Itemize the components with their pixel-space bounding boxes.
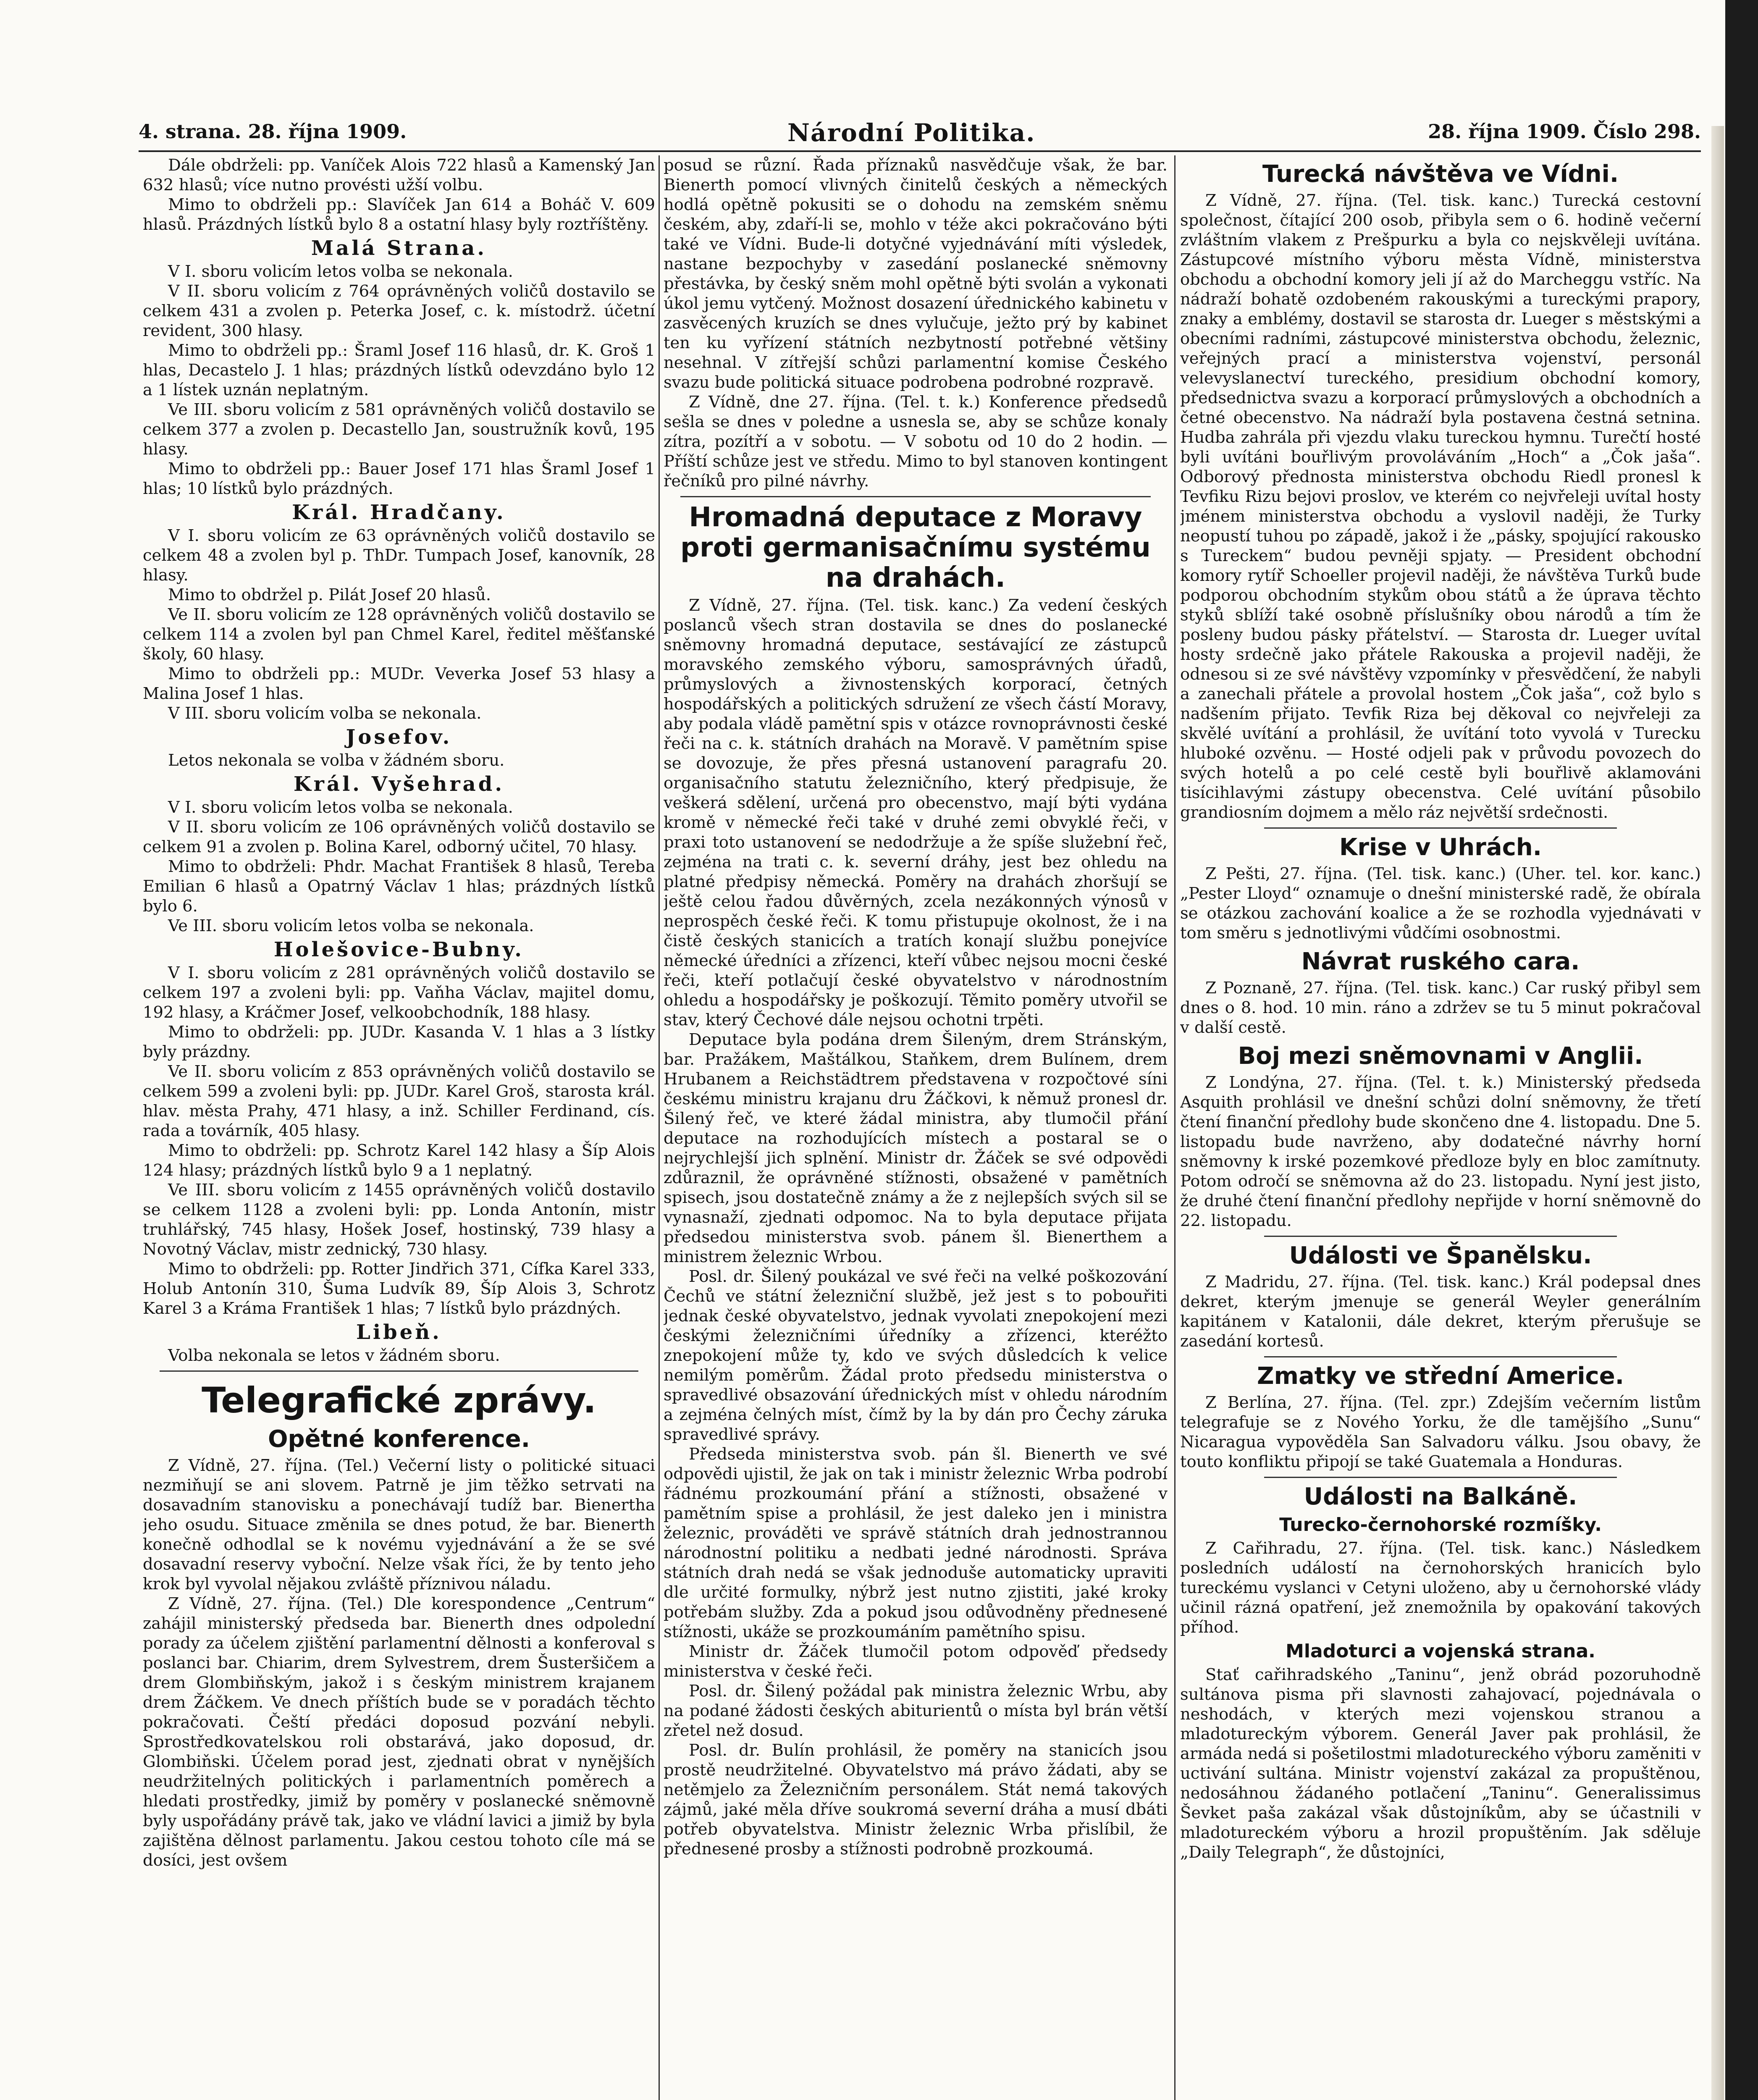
header-page-date: 4. strana. 28. října 1909. (139, 120, 407, 143)
section-heading: Libeň. (356, 1320, 442, 1344)
article-paragraph: Z Poznaně, 27. října. (Tel. tisk. kanc.) Car ruský přibyl sem dnes o 8. hod. 10 min. ráno a zdržev se tu 5 minut pokračoval v další cestě. (1180, 979, 1701, 1037)
article-paragraph: Mimo to obdrželi: pp. JUDr. Kasanda V. 1 hlas a 3 lístky byly prázdny. (143, 1023, 655, 1061)
article-paragraph: V I. sboru volicím letos volba se nekonala. (168, 262, 513, 281)
column-divider-1 (659, 155, 660, 2100)
article-paragraph: Mimo to obdrželi pp.: Slavíček Jan 614 a Boháč V. 609 hlasů. Prázdných lístků bylo 8 a ostatní hlasy byly roztříštěny. (143, 195, 655, 234)
section-heading: Malá Strana. (311, 236, 487, 260)
section-divider (1264, 1477, 1617, 1478)
article-paragraph: Ve II. sboru volicím ze 128 oprávněných voličů dostavilo se celkem 114 a zvolen byl pan Chmel Karel, ředitel měšťanské školy, 60 hlasy. (143, 605, 655, 664)
article-paragraph: Předseda ministerstva svob. pán šl. Bienerth ve své odpovědi ujistil, že jak on tak i ministr železnic Wrba podrobí řádnému prozkoumání přání a stížnosti, obsažené v pamětním spise a prohlásil, že jest daleko jen i ministra železnic, prováděti ve správě státních drah jednostrannou národnostní politiku a nedbati jedné národnosti. Správa státních drah nedá se však jednoduše automaticky upraviti dle určité formulky, nýbrž jest nutno zjistiti, jaké kroky potřebám služby. Zda a pokud jsou odůvodněny přednesené stížnosti, ukáže se prozkoumáním pamětního spisu. (664, 1445, 1168, 1641)
header-rule (139, 150, 1701, 152)
section-divider (1264, 1356, 1617, 1357)
article-headline: Turecká návštěva ve Vídni. (1262, 160, 1619, 188)
article-paragraph: Deputace byla podána drem Šileným, drem Stránským, bar. Pražákem, Maštálkou, Staňkem, drem Bulínem, drem Hrubanem a Reichstädtrem představena v rozpočtové síni českému ministru krajanu dru Žáčkovi, k němuž pronesl dr. Šilený řeč, ve které žádal ministra, aby tlumočil přání deputace na rozhodujících místech a postaral se o nejrychlejší jich splnění. Ministr dr. Žáček se své odpovědi zdůraznil, že oprávněné stížnosti, obsažené v pamětních spisech, jsou dostatečně známy a že z nejlepších svých sil se vynasnaží, zjednati odpomoc. Na to byla deputace přijata předsedou ministerstva svob. pánem šl. Bienerthem a ministrem železnic Wrbou. (664, 1030, 1168, 1266)
article-paragraph: Z Vídně, 27. října. (Tel. tisk. kanc.) Za vedení českých poslanců všech stran dostavila se dnes do poslanecké sněmovny hromadná deputace, sestávající ze zástupců moravského zemského výboru, samosprávných úřadů, průmyslových a živnostenských korporací, četných hospodářských a politických sdružení ze všech částí Moravy, aby podala vládě pamětní spis v otázce rovnoprávnosti české řeči na c. k. státních drahách na Moravě. V pamětním spise se dovozuje, že přes přesná ustanovení paragrafu 20. organisačního statutu železničního, který předpisuje, že veškerá sdělení, určená pro obecenstvo, mají býti vydána kromě v německé řeči také v druhé zemi obvyklé řeči, v praxi toto ustanovení se nedodržuje a že spíše služební řeč, zejména na trati c. k. severní dráhy, jest bez ohledu na platné předpisy německá. Poměry na drahách zhoršují se ještě celou řadou důvěrných, zcela nezákonných výnosů v neprospěch české řeči. K tomu přistupuje okolnost, že i na čistě českých stanicích a tratích konají službu ponejvíce německé úředníci a zřízenci, kteří vůbec nejsou mocni české řeči, kteří potlačují české obyvatelstvo v národnostním ohledu a hospodářsky je poškozují. Těmito poměry utvořil se stav, který Čechové dále nejsou ochotni trpěti. (664, 596, 1168, 1029)
section-heading: Král. Vyšehrad. (293, 772, 505, 796)
article-paragraph: V I. sboru volicím ze 63 oprávněných voličů dostavilo se celkem 48 a zvolen byl p. ThDr. Tumpach Josef, kanovník, 28 hlasy. (143, 526, 655, 585)
page-header (139, 118, 1701, 148)
section-divider (1264, 1236, 1617, 1237)
scan-edge-right (1725, 0, 1758, 2100)
article-paragraph: V III. sboru volicím volba se nekonala. (168, 704, 482, 723)
article-paragraph: Mimo to obdrželi pp.: MUDr. Veverka Josef 53 hlasy a Malina Josef 1 hlas. (143, 664, 655, 703)
article-paragraph: V II. sboru volicím z 764 oprávněných voličů dostavilo se celkem 431 a zvolen p. Peterka Josef, c. k. místodrž. účetní revident, 300 hlasy. (143, 282, 655, 340)
article-paragraph: Mimo to obdrželi: pp. Schrotz Karel 142 hlasy a Šíp Alois 124 hlasy; prázdných lístků bylo 9 a 1 neplatný. (143, 1141, 655, 1180)
article-paragraph: Ve III. sboru volicím letos volba se nekonala. (168, 916, 534, 935)
article-paragraph: Mimo to obdrželi pp.: Bauer Josef 171 hlas Šraml Josef 1 hlas; 10 lístků bylo prázdných. (143, 459, 655, 498)
article-paragraph: Stať cařihradského „Taninu“, jenž obrád pozoruhodně sultánova pisma při slavnosti zahajovací, pojednávala o neshodách, v kterých mezi vojenskou stranou a mladotureckým výborem. Generál Javer pak prohlásil, že armáda nedá si pošetilostmi mladotureckého výboru zaměniti v uctivání sultána. Ministr vojenství zakázal za propuštěnou, nedosáhnou žádaného potlačení „Taninu“. Generalissimus Ševket paša zakázal však důstojníkům, aby se účastnili v mladotureckém výboru a hrozil propuštěním. Jak sděluje „Daily Telegraph“, že důstojníci, (1180, 1665, 1701, 1862)
article-paragraph: Letos nekonala se volba v žádném sboru. (168, 751, 505, 770)
article-paragraph: Mimo to obdrželi: pp. Rotter Jindřich 371, Cífka Karel 333, Holub Antonín 310, Šuma Ludvík 89, Šíp Alois 3, Schrotz Karel 3 a Kráma František 1 hlas; 7 lístků bylo prázdných. (143, 1260, 655, 1318)
article-paragraph: Ve III. sboru volicím z 581 oprávněných voličů dostavilo se celkem 377 a zvolen p. Decastello Jan, soustružník kovů, 195 hlasy. (143, 400, 655, 459)
article-headline: Hromadná deputace z Moravy proti germanisačnímu systému na drahách. (680, 502, 1151, 593)
article-paragraph: Z Londýna, 27. října. (Tel. t. k.) Ministerský předseda Asquith prohlásil ve dnešní schůzi dolní sněmovny, že třetí čtení finanční předlohy bude skončeno dne 4. listopadu. Dne 5. listopadu bude navrženo, aby dodatečné návrhy horní sněmovny k irské pozemkové předloze byly en bloc zamítnuty. Potom odročí se sněmovna až do 23. listopadu. Nyní jest jisto, že druhé čtení finanční předlohy nepřijde v horní sněmovně do 22. listopadu. (1180, 1073, 1701, 1230)
article-headline: Události na Balkáně. (1304, 1483, 1577, 1510)
article-headline: Boj mezi sněmovnami v Anglii. (1238, 1042, 1643, 1070)
article-headline: Zmatky ve střední Americe. (1257, 1362, 1624, 1390)
article-paragraph: Ministr dr. Žáček tlumočil potom odpověď předsedy ministerstva v české řeči. (664, 1642, 1168, 1681)
column-1 (143, 155, 655, 2100)
article-paragraph: Z Cařihradu, 27. října. (Tel. tisk. kanc.) Následkem posledních událostí na černohorských hranicích bylo tureckému vyslanci v Cetyni uloženo, aby u černohorské vlády učinil rázná opatření, jež znemožnila by opakování takových příhod. (1180, 1539, 1701, 1637)
section-heading: Josefov. (346, 725, 452, 749)
article-paragraph: Posl. dr. Šilený poukázal ve své řeči na velké poškozování Čechů ve státní železniční službě, jež jest s to pobouřiti jednak české obyvatelstvo, jednak vyvolati znepokojení mezi českými železničními úředníky a zřízenci, kteréžto znepokojení může ty, kdo ve svých důsledcích k velice nemilým poměrům. Žádal proto předsedu ministerstva o spravedlivé obsazování úřednických míst v ohledu národním a zejména čelných míst, čímž by la by dán pro Čechy zárukа spravedlivé správy. (664, 1267, 1168, 1444)
section-heading: Král. Hradčany. (292, 501, 506, 524)
article-paragraph: V II. sboru volicím ze 106 oprávněných voličů dostavilo se celkem 91 a zvolen p. Bolina Karel, odborný učitel, 70 hlasy. (143, 818, 655, 856)
adjacent-page-sliver (1711, 126, 1724, 2100)
column-3 (1180, 155, 1701, 2100)
article-paragraph: Z Berlína, 27. října. (Tel. zpr.) Zdejším večerním listům telegrafuje se z Nového Yorku, že dle tamějšího „Sunu“ Nicaragua vypověděla San Salvadoru válku. Jsou obavy, že touto konfliktu připojí se také Guatemala a Honduras. (1180, 1393, 1701, 1471)
article-paragraph: Posl. dr. Šilený požádal pak ministra železnic Wrbu, aby na podané žádosti českých abiturientů o místa byl brán větší zřetel než dosud. (664, 1682, 1168, 1740)
article-subheadline: Mladoturci a vojenská strana. (1286, 1641, 1595, 1662)
section-divider (160, 1370, 638, 1372)
article-headline: Krise v Uhrách. (1339, 834, 1542, 861)
article-paragraph: Z Vídně, 27. října. (Tel.) Večerní listy o politické situaci nezmiňují se ani slovem. Patrně je jim těžko setrvati na dosavadním stanovisku a ponechávají tudíž bar. Bienertha jeho osudu. Situace změnila se dnes potud, že bar. Bienerth konečně odhodlal se k novému vyjednávání a že se své dosavadní reservy vyboční. Nelze však říci, že by tento jeho krok byl vyvolal nějakou zvláště příznivou náladu. (143, 1456, 655, 1593)
article-headline: Opětné konference. (268, 1425, 530, 1453)
column-2 (664, 155, 1168, 2100)
article-paragraph: Posl. dr. Bulín prohlásil, že poměry na stanicích jsou prostě neudržitelné. Obyvatelstvo má právo žádati, aby se netěmjelo za Železničním personálem. Stát nemá takových zájmů, jaké měla dříve soukromá severní dráha a musí dbáti potřeb obyvatelstva. Ministr železnic Wrba přislíbil, že přednesené prosby a stížnosti podrobně prozkoumá. (664, 1741, 1168, 1858)
article-paragraph: Dále obdrželi: pp. Vaníček Alois 722 hlasů a Kamenský Jan 632 hlasů; více nutno provésti užší volbu. (143, 156, 655, 194)
article-paragraph: Z Vídně, 27. října. (Tel.) Dle korespondence „Centrum“ zahájil ministerský předseda bar. Bienerth dnes odpolední porady za účelem zjištění parlamentní dělnosti a konferoval s poslanci bar. Chiarim, drem Sylvestrem, drem Šusteršičem a drem Glombiňským, jakož i s českým ministrem krajanem drem Žáčkem. Ve dnech příštích bude se v poradách těchto pokračovati. Čeští předáci doposud pozvání nebyli. Sprostředkovatelskou roli obstarává, jako doposud, dr. Glombiňski. Účelem porad jest, zjednati obrat v nynějších neudržitelných politických i parlamentních poměrech a hledati prostředky, jimiž by poměry v poslanecké sněmovně byly uspořádány právě tak, jako ve vládní lavici a jimiž by byla zajištěna dělnost parlamentu. Jakou cestou tohoto cíle má se dosíci, jest ovšem (143, 1594, 655, 1870)
article-paragraph: Ve II. sboru volicím z 853 oprávněných voličů dostavilo se celkem 599 a zvoleni byli: pp. JUDr. Karel Groš, starosta král. hlav. města Prahy, 471 hlasy, a inž. Schiller Ferdinand, cís. rada a továrník, 405 hlasy. (143, 1062, 655, 1140)
section-divider (1264, 827, 1617, 829)
article-paragraph: Mimo to obdrželi pp.: Šraml Josef 116 hlasů, dr. K. Groš 1 hlas, Decastelo J. 1 hlas; prázdných lístků odevzdáno bylo 12 a 1 lístek uznán neplatným. (143, 341, 655, 399)
section-title-telegrafické-zprávy: Telegrafické zprávy. (202, 1380, 596, 1421)
article-paragraph: Ve III. sboru volicím z 1455 oprávněných voličů dostavilo se celkem 1128 a zvoleni byli: pp. Londa Antonín, mistr truhlářský, 745 hlasy, Hošek Josef, hostinský, 739 hlasy a Novotný Václav, mistr zednický, 730 hlasy. (143, 1181, 655, 1259)
article-paragraph: posud se různí. Řada příznaků nasvědčuje však, že bar. Bienerth pomocí vlivných činitelů českých a německých hodlá opětně pokusiti se o dohodu na zemském sněmu českém, aby, zdaří-li se, mohlo v téže akci pokračováno býti také ve Vídni. Bude-li dotyčné vyjednávání míti výsledek, nastane bezpochyby v zasedání poslanecké sněmovny přestávka, by český sněm mohl opětně býti svolán a vykonati úkol jemu vytčený. Možnost dosazení úřednického kabinetu v zasvěcených kruzích se dnes vylučuje, ježto prý by kabinet ten ku vyřízení státních nezbytností potřebné většiny nesehnal. V zítřejší schůzi parlamentní komise Českého svazu bude politická situace podrobena podrobné rozpravě. (664, 156, 1168, 392)
section-heading: Holešovice-Bubny. (273, 938, 524, 961)
article-paragraph: Z Madridu, 27. října. (Tel. tisk. kanc.) Král podepsal dnes dekret, kterým jmenuje se generál Weyler generálním kapitánem v Katalonii, dále dekret, kterým přerušuje se zasedání kortesů. (1180, 1273, 1701, 1351)
article-headline: Návrat ruského cara. (1301, 948, 1580, 975)
section-divider (680, 496, 1151, 497)
article-paragraph: V I. sboru volicím letos volba se nekonala. (168, 798, 513, 817)
article-paragraph: Mimo to obdržel p. Pilát Josef 20 hlasů. (168, 585, 491, 604)
article-headline: Události ve Španělsku. (1289, 1242, 1592, 1269)
header-issue: 28. října 1909. Číslo 298. (1428, 120, 1701, 143)
header-masthead: Národní Politika. (787, 118, 1036, 147)
article-paragraph: V I. sboru volicím z 281 oprávněných voličů dostavilo se celkem 197 a zvoleni byli: pp. Vaňha Václav, majitel domu, 192 hlasy, a Kráčmer Josef, velkoobchodník, 188 hlasy. (143, 963, 655, 1022)
column-divider-2 (1174, 155, 1175, 2100)
article-paragraph: Z Vídně, 27. října. (Tel. tisk. kanc.) Turecká cestovní společnost, čítající 200 osob, přibyla sem o 6. hodině večerní zvláštním vlakem z Prešpurku a byla co nejskvěleji uvítána. Zástupcové místního výboru města Vídně, ministerstva obchodu a obchodní komory jeli jí až do Marcheggu vstříc. Na nádraží bohatě ozdobeném rakouskými a tureckými prapory, znaky a emblémy, dostavil se starosta dr. Lueger s městskými a obecními radními, zástupcové ministerstva obchodu, železnic, veřejných prací a ministerstva vojenství, personál velevyslanectví tureckého, presidium obchodní komory, předsednictva svazu a korporací průmyslových a obchodních a četné obecenstvo. Na nádraží byla postavena čestná setnina. Hudba zahrála při vjezdu vlaku tureckou hymnu. Turečtí hosté byli uvítáni bouřlivým provoláváním „Hoch“ a „Čok jaša“. Odborový přednosta ministerstva obchodu Riedl pronesl k Tevfiku Rizu bejovi proslov, ve kterém co nejvřeleji uvítal hosty jménem ministerstva obchodu a vyslovil naději, že Turky neopustí tuhou po západě, jakož i že „pásky, spojující rakousko s Tureckem“ budou pevněji spjaty. — President obchodní komory rytíř Schoeller projevil naději, že návštěva Turků bude podporou obchodním stykům obou států a že úprava těchto styků sblíží také osobně příslušníky obou národů a tím že posleny budou pásky přátelství. — Starosta dr. Lueger uvítal hosty srdečně jako přátele Rakouska a projevil naději, že odnesou si ze své návštěvy vzpomínky v přesvědčení, že nabyli a zanechali přátele a provolal hostem „Čok jaša“, což bylo s nadšením přijato. Tevfik Riza bej děkoval co nejvřeleji za skvělé uvítání a prohlásil, že uvítání toto vyvolá v Turecku hluboké ozvěnu. — Hosté odjeli pak v průvodu povozech do svých hotelů a po celé cestě byli bouřlivě aklamováni tisícihlavými zástupy obecenstva. Celé uvítání působilo grandiosním dojmem a mělo ráz největší srdečnosti. (1180, 191, 1701, 822)
article-paragraph: Z Pešti, 27. října. (Tel. tisk. kanc.) (Uher. tel. kor. kanc.) „Pester Lloyd“ oznamuje o dnešní ministerské radě, že obírala se otázkou zachování koalice a že se rozhodla vyjednávati v tom směru s jednotlivými vůdčími osobnostmi. (1180, 864, 1701, 942)
article-paragraph: Volba nekonala se letos v žádném sboru. (168, 1346, 500, 1365)
article-subheadline: Turecko-černohorské rozmíšky. (1279, 1514, 1602, 1536)
article-paragraph: Mimo to obdrželi: Phdr. Machat František 8 hlasů, Tereba Emilian 6 hlasů a Opatrný Václav 1 hlas; prázdných lístků bylo 6. (143, 857, 655, 916)
article-paragraph: Z Vídně, dne 27. října. (Tel. t. k.) Konference předsedů sešla se dnes v poledne a usnesla se, aby se schůze konaly zítra, pozítří a v sobotu. — V sobotu od 10 do 2 hodin. — Příští schůze jest ve středu. Mimo to byl stanoven kontingent řečníků pro pilné návrhy. (664, 393, 1168, 491)
